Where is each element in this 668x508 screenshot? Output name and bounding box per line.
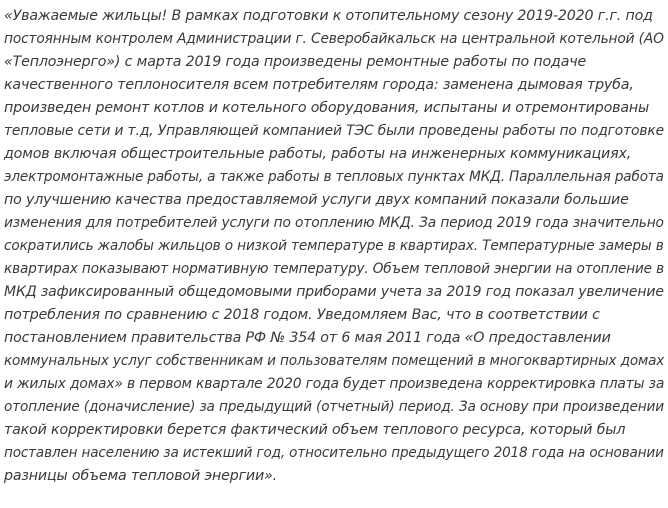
notice-line: «Теплоэнерго») с марта 2019 года произведены ремонтные работы по подаче [4,54,587,70]
notice-line: изменения для потребителей услуги по отоплению МКД. За период 2019 года значительно [4,215,664,231]
notice-line: сократились жалобы жильцов о низкой температуре в квартирах. Температурные замеры в [4,238,664,254]
notice-line: электромонтажные работы, а также работы в тепловых пунктах МКД. Параллельная работа [4,169,664,185]
notice-line: постоянным контролем Администрации г. Северобайкальск на центральной котельной (АО [4,31,664,47]
notice-line: такой корректировки берется фактический объем теплового ресурса, который был [4,422,626,438]
notice-text [4,5,664,488]
notice-line: «Уважаемые жильцы! В рамках подготовки к отопительному сезону 2019-2020 г.г. под [4,8,653,24]
notice-line: постановлением правительства РФ № 354 от 6 мая 2011 года «О предоставлении [4,330,611,346]
notice-line: тепловые сети и т.д, Управляющей компанией ТЭС были проведены работы по подготовке [4,123,664,139]
notice-line: квартирах показывают нормативную температуру. Объем тепловой энергии на отопление в [4,261,664,277]
notice-line: коммунальных услуг собственникам и пользователям помещений в многоквартирных домах [4,353,665,369]
notice-line: потребления по сравнению с 2018 годом. Уведомляем Вас, что в соответствии с [4,307,600,323]
notice-line: МКД зафиксированный общедомовыми приборами учета за 2019 год показал увеличение [4,284,664,300]
notice-line: поставлен населению за истекший год, относительно предыдущего 2018 года на основании [4,445,664,461]
notice-line: произведен ремонт котлов и котельного оборудования, испытаны и отремонтированы [4,100,650,116]
notice-line: качественного теплоносителя всем потребителям города: заменена дымовая труба, [4,77,634,93]
notice-line: отопление (доначисление) за предыдущий (отчетный) период. За основу при произведении [4,399,665,415]
notice-line: домов включая общестроительные работы, работы на инженерных коммуникациях, [4,146,632,162]
notice-line: разницы объема тепловой энергии». [4,468,277,484]
notice-line: и жилых домах» в первом квартале 2020 года будет произведена корректировка платы за [4,376,665,392]
notice-line: по улучшению качества предоставляемой услуги двух компаний показали большие [4,192,629,208]
